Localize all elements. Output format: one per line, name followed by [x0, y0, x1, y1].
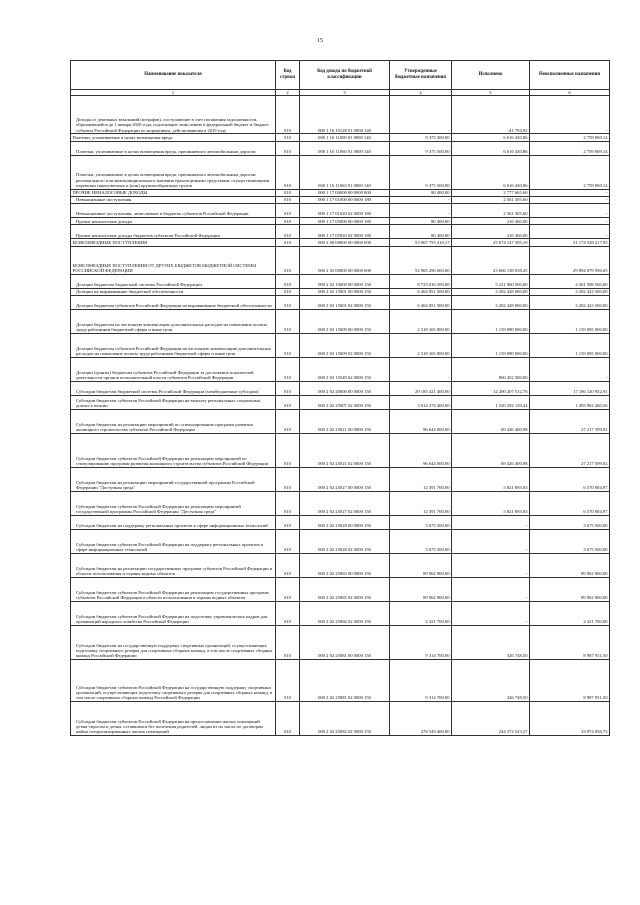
- cell-name: Дотации на выравнивание бюджетной обеспеченности: [71, 288, 276, 295]
- cell-unexecuted: 3 675 500,00: [530, 515, 610, 529]
- cell-executed: 244 574 543,27: [452, 701, 530, 735]
- cell-unexecuted: 31 174 528 217,95: [530, 239, 610, 246]
- cell-unexecuted: -: [530, 196, 610, 203]
- header-executed: Исполнено: [452, 61, 530, 90]
- cell-executed: 2 561 305,60: [452, 196, 530, 203]
- cell-unexecuted: 6 570 004,97: [530, 491, 610, 515]
- cell-line-code: 010: [276, 274, 300, 288]
- cell-unexecuted: 27 217 599,02: [530, 409, 610, 433]
- cell-approved: 9 375 500,00: [390, 155, 452, 189]
- cell-approved: 96 644 000,00: [390, 433, 452, 467]
- cell-line-code: 010: [276, 381, 300, 395]
- cell-name: Дотации бюджетам на частичную компенсацию дополнительных расходов на повышение оплаты труда работников бюджетной сферы и иные цели: [71, 309, 276, 333]
- table-row: [71, 409, 610, 433]
- cell-line-code: 010: [276, 155, 300, 189]
- cell-name: Платежи, уплачиваемые в целях возмещения вреда: [71, 134, 276, 141]
- cell-line-code: 010: [276, 467, 300, 491]
- cell-approved: -: [390, 357, 452, 381]
- table-row: [71, 288, 610, 295]
- table-row: [71, 189, 610, 196]
- table-row: [71, 467, 610, 491]
- cell-executed: 25 674 147 395,10: [452, 239, 530, 246]
- cell-approved: 2 318 165 000,00: [390, 333, 452, 357]
- table-row: [71, 225, 610, 239]
- cell-classification-code: 000 2 02 25027 00 0000 150: [300, 467, 390, 491]
- cell-name: Субсидии бюджетам субъектов Российской Федерации на государственную поддержку спортивных организаций, осуществляющих подготовку спортивного резерва для спортивных сборных команд, в том числе спортивных сборных команд Российской Федерации: [71, 659, 276, 701]
- cell-name: Невыясненные поступления, зачисляемые в бюджеты субъектов Российской Федерации: [71, 204, 276, 218]
- cell-approved: 96 644 000,00: [390, 409, 452, 433]
- cell-approved: 8 723 016 500,00: [390, 274, 452, 288]
- cell-classification-code: 000 2 02 15001 02 0000 150: [300, 295, 390, 309]
- cell-executed: 216 360,00: [452, 218, 530, 225]
- cell-approved: 9 375 500,00: [390, 134, 452, 141]
- cell-name: Субсидии бюджетам на поддержку региональных проектов в сфере информационных технологий: [71, 515, 276, 529]
- cell-classification-code: 000 2 02 15549 02 0000 150: [300, 357, 390, 381]
- cell-unexecuted: 3 202 423 500,00: [530, 288, 610, 295]
- cell-approved: 9 314 700,00: [390, 625, 452, 659]
- cell-executed: 326 748,50: [452, 625, 530, 659]
- table-row: [71, 529, 610, 553]
- column-number: 5: [452, 90, 530, 96]
- cell-executed: 5 221 960 500,00: [452, 274, 530, 288]
- cell-name: Дотации бюджетам субъектов Российской Федерации на выравнивание бюджетной обеспеченности: [71, 295, 276, 309]
- table-row: [71, 274, 610, 288]
- cell-approved: -: [390, 204, 452, 218]
- table-row: [71, 295, 610, 309]
- table-row: [71, 141, 610, 155]
- cell-approved: 52 965 296 600,00: [390, 246, 452, 274]
- cell-name: Субсидии бюджетам на реализацию мероприятий по стимулированию программ развития жилищного строительства субъектов Российской Федерации: [71, 409, 276, 433]
- cell-classification-code: 000 2 02 25066 02 0000 150: [300, 601, 390, 625]
- cell-executed: 69 426 400,98: [452, 409, 530, 433]
- cell-line-code: 010: [276, 333, 300, 357]
- cell-line-code: 010: [276, 409, 300, 433]
- cell-unexecuted: 2 759 069,14: [530, 134, 610, 141]
- cell-line-code: 010: [276, 218, 300, 225]
- cell-name: Субсидии бюджетам субъектов Российской Федерации на реализацию государственных программ субъектов Российской Федерации в области использования и охраны водных объектов: [71, 577, 276, 601]
- table-row: [71, 433, 610, 467]
- cell-name: Субсидии бюджетам субъектов Российской Федерации на реализацию мероприятий государственной программы Российской Федерации "Доступная среда": [71, 491, 276, 515]
- cell-executed: 5 821 695,03: [452, 491, 530, 515]
- cell-line-code: 010: [276, 625, 300, 659]
- cell-approved: 278 549 400,00: [390, 701, 452, 735]
- cell-unexecuted: 89 962 900,00: [530, 577, 610, 601]
- cell-line-code: 010: [276, 659, 300, 701]
- cell-line-code: 010: [276, 239, 300, 246]
- page-number: 15: [317, 38, 323, 44]
- cell-unexecuted: 27 217 599,02: [530, 433, 610, 467]
- cell-classification-code: 000 1 16 11060 01 0000 140: [300, 141, 390, 155]
- cell-name: Субсидии бюджетам субъектов Российской Федерации на предоставление жилых помещений детям-сиротам и детям, оставшимся без попечения родителей, лицам из их числа по договорам найма специализированных жилых помещений: [71, 701, 276, 735]
- cell-classification-code: 000 2 00 00000 00 0000 000: [300, 239, 390, 246]
- cell-line-code: 010: [276, 196, 300, 203]
- cell-executed: -41 794,92: [452, 96, 530, 134]
- cell-unexecuted: 29 894 079 596,65: [530, 246, 610, 274]
- cell-executed: 69 426 400,98: [452, 433, 530, 467]
- column-number: 4: [390, 90, 452, 96]
- table-row: [71, 333, 610, 357]
- cell-classification-code: 000 2 02 25021 02 0000 150: [300, 433, 390, 467]
- cell-unexecuted: -: [530, 96, 610, 134]
- table-row: [71, 309, 610, 333]
- cell-line-code: 010: [276, 204, 300, 218]
- cell-approved: 80 400,00: [390, 218, 452, 225]
- cell-approved: 2 318 165 000,00: [390, 309, 452, 333]
- cell-name: Субсидии бюджетам на государственную поддержку спортивных организаций, осуществляющих подготовку спортивного резерва для спортивных сборных команд, в том числе спортивных сборных команд Российской Федерации: [71, 625, 276, 659]
- cell-unexecuted: -: [530, 204, 610, 218]
- cell-approved: 3 675 500,00: [390, 529, 452, 553]
- cell-unexecuted: 2 759 069,14: [530, 155, 610, 189]
- cell-line-code: 010: [276, 295, 300, 309]
- cell-unexecuted: -: [530, 189, 610, 196]
- cell-classification-code: 000 2 02 25065 00 0000 150: [300, 553, 390, 577]
- table-row: [71, 659, 610, 701]
- cell-classification-code: 000 2 02 00000 00 0000 000: [300, 246, 390, 274]
- cell-approved: 9 314 700,00: [390, 659, 452, 701]
- table-row: [71, 625, 610, 659]
- cell-executed: -: [452, 529, 530, 553]
- cell-approved: 12 391 700,00: [390, 467, 452, 491]
- cell-executed: 23 606 138 038,45: [452, 246, 530, 274]
- header-code: Код дохода по бюджетной классификации: [300, 61, 390, 90]
- cell-line-code: 010: [276, 395, 300, 409]
- cell-approved: 2 321 700,00: [390, 601, 452, 625]
- cell-approved: 89 962 900,00: [390, 577, 452, 601]
- cell-executed: -: [452, 601, 530, 625]
- table-row: [71, 155, 610, 189]
- cell-classification-code: 000 1 17 00000 00 0000 000: [300, 189, 390, 196]
- cell-line-code: 010: [276, 515, 300, 529]
- cell-executed: 6 616 430,86: [452, 134, 530, 141]
- cell-executed: 326 748,50: [452, 659, 530, 701]
- header-name: Наименование показателя: [71, 61, 276, 90]
- cell-unexecuted: 3 675 500,00: [530, 529, 610, 553]
- cell-line-code: 010: [276, 309, 300, 333]
- cell-approved: 53 967 755 410,17: [390, 239, 452, 246]
- cell-executed: 216 360,00: [452, 225, 530, 239]
- revenue-table: [70, 60, 610, 736]
- cell-classification-code: 000 1 17 01000 00 0000 180: [300, 196, 390, 203]
- cell-name: Дотации (гранты) бюджетам субъектов Российской Федерации за достижение показателей деятельности органов исполнительной власти субъектов Российской Федерации: [71, 357, 276, 381]
- cell-unexecuted: -: [530, 225, 610, 239]
- cell-unexecuted: 33 974 856,73: [530, 701, 610, 735]
- cell-executed: 12 200 207 512,76: [452, 381, 530, 395]
- table-row: [71, 96, 610, 134]
- cell-unexecuted: 1 159 085 000,00: [530, 309, 610, 333]
- cell-classification-code: 000 2 02 20000 00 0000 150: [300, 381, 390, 395]
- header-unexecuted: Неисполненные назначения: [530, 61, 610, 90]
- table-header-row: [71, 61, 610, 90]
- cell-line-code: 010: [276, 529, 300, 553]
- cell-name: Субсидии бюджетам субъектов Российской Федерации на подготовку управленческих кадров для организаций народного хозяйства Российской Федерации: [71, 601, 276, 625]
- cell-classification-code: 000 1 16 11000 01 0000 140: [300, 134, 390, 141]
- cell-line-code: 010: [276, 491, 300, 515]
- cell-name: Дотации бюджетам субъектов Российской Федерации на частичную компенсацию дополнительных расходов на повышение оплаты труда работников бюджетной сферы и иные цели: [71, 333, 276, 357]
- cell-name: Платежи, уплачиваемые в целях возмещения вреда, причиняемого автомобильным дорогам: [71, 141, 276, 155]
- cell-name: Субсидии бюджетам субъектов Российской Федерации на выплату региональных социальных доплат к пенсии: [71, 395, 276, 409]
- cell-line-code: 010: [276, 225, 300, 239]
- cell-approved: 6 404 851 500,00: [390, 288, 452, 295]
- cell-executed: 1 520 292 139,44: [452, 395, 530, 409]
- column-number: 6: [530, 90, 610, 96]
- cell-executed: -: [452, 577, 530, 601]
- cell-executed: 3 202 428 000,00: [452, 288, 530, 295]
- cell-name: ПРОЧИЕ НЕНАЛОГОВЫЕ ДОХОДЫ: [71, 189, 276, 196]
- cell-line-code: 010: [276, 134, 300, 141]
- table-row: [71, 218, 610, 225]
- cell-classification-code: 000 1 16 10128 01 0000 140: [300, 96, 390, 134]
- cell-approved: 80 400,00: [390, 189, 452, 196]
- cell-name: БЕЗВОЗМЕЗДНЫЕ ПОСТУПЛЕНИЯ ОТ ДРУГИХ БЮДЖЕТОВ БЮДЖЕТНОЙ СИСТЕМЫ РОССИЙСКОЙ ФЕДЕРАЦИИ: [71, 246, 276, 274]
- cell-approved: -: [390, 196, 452, 203]
- table-row: [71, 381, 610, 395]
- cell-classification-code: 000 2 02 25065 02 0000 150: [300, 577, 390, 601]
- cell-unexecuted: 1 493 962 260,56: [530, 395, 610, 409]
- cell-executed: 3 202 428 000,00: [452, 295, 530, 309]
- cell-name: Платежи, уплачиваемые в целях возмещения вреда, причиняемого автомобильным дорогам регионального или межмуниципального значения транспортными средствами, осуществляющими перевозки тяжеловесных и (или) крупногабаритных грузов: [71, 155, 276, 189]
- cell-classification-code: 000 2 02 10000 00 0000 150: [300, 274, 390, 288]
- table-row: [71, 701, 610, 735]
- header-line: Код строки: [276, 61, 300, 90]
- cell-classification-code: 000 2 02 25081 00 0000 150: [300, 625, 390, 659]
- cell-unexecuted: -: [530, 218, 610, 225]
- cell-approved: -: [390, 96, 452, 134]
- cell-approved: 80 400,00: [390, 225, 452, 239]
- column-number: 3: [300, 90, 390, 96]
- table-row: [71, 134, 610, 141]
- cell-name: Субсидии бюджетам бюджетной системы Российской Федерации (межбюджетные субсидии): [71, 381, 276, 395]
- cell-line-code: 010: [276, 701, 300, 735]
- column-number: 1: [71, 90, 276, 96]
- table-row: [71, 357, 610, 381]
- cell-unexecuted: 6 570 004,97: [530, 467, 610, 491]
- cell-classification-code: 000 2 02 25082 02 0000 150: [300, 701, 390, 735]
- cell-approved: 9 375 500,00: [390, 141, 452, 155]
- cell-executed: 6 616 430,86: [452, 141, 530, 155]
- table-row: [71, 395, 610, 409]
- table-body: [71, 96, 610, 736]
- cell-executed: 6 616 430,86: [452, 155, 530, 189]
- cell-name: Прочие неналоговые доходы: [71, 218, 276, 225]
- cell-unexecuted: 17 186 120 952,91: [530, 381, 610, 395]
- cell-name: БЕЗВОЗМЕЗДНЫЕ ПОСТУПЛЕНИЯ: [71, 239, 276, 246]
- header-approved: Утвержденные бюджетные назначения: [390, 61, 452, 90]
- cell-approved: 3 014 274 400,00: [390, 395, 452, 409]
- cell-line-code: 010: [276, 601, 300, 625]
- table-row: [71, 491, 610, 515]
- cell-executed: 860 452 500,00: [452, 357, 530, 381]
- cell-unexecuted: 3 202 423 500,00: [530, 295, 610, 309]
- cell-executed: 2 561 305,60: [452, 204, 530, 218]
- cell-line-code: 010: [276, 357, 300, 381]
- cell-classification-code: 000 1 17 01020 02 0000 180: [300, 204, 390, 218]
- cell-approved: 6 404 851 500,00: [390, 295, 452, 309]
- cell-unexecuted: 8 987 951,50: [530, 625, 610, 659]
- cell-classification-code: 000 2 02 25027 02 0000 150: [300, 491, 390, 515]
- cell-approved: 89 962 900,00: [390, 553, 452, 577]
- cell-line-code: 010: [276, 433, 300, 467]
- table-row: [71, 196, 610, 203]
- cell-classification-code: 000 2 02 25028 02 0000 150: [300, 529, 390, 553]
- cell-classification-code: 000 2 02 15001 00 0000 150: [300, 288, 390, 295]
- cell-name: Прочие неналоговые доходы бюджетов субъектов Российской Федерации: [71, 225, 276, 239]
- cell-line-code: 010: [276, 189, 300, 196]
- cell-executed: -: [452, 515, 530, 529]
- cell-approved: 3 675 500,00: [390, 515, 452, 529]
- table-row: [71, 246, 610, 274]
- table-row: [71, 515, 610, 529]
- cell-line-code: 010: [276, 141, 300, 155]
- cell-classification-code: 000 1 17 05000 00 0000 180: [300, 218, 390, 225]
- cell-approved: 29 185 421 400,00: [390, 381, 452, 395]
- table-row: [71, 204, 610, 218]
- column-number: 2: [276, 90, 300, 96]
- cell-name: Субсидии бюджетам на реализацию мероприятий государственной программы Российской Федерации "Доступная среда": [71, 467, 276, 491]
- cell-name: Невыясненные поступления: [71, 196, 276, 203]
- cell-classification-code: 000 2 02 25028 00 0000 150: [300, 515, 390, 529]
- cell-name: Субсидии бюджетам на реализацию государственных программ субъектов Российской Федерации в области использования и охраны водных объектов: [71, 553, 276, 577]
- cell-classification-code: 000 1 16 11063 01 0000 140: [300, 155, 390, 189]
- table-row: [71, 601, 610, 625]
- cell-classification-code: 000 2 02 15009 00 0000 150: [300, 309, 390, 333]
- cell-classification-code: 000 2 02 25081 02 0000 150: [300, 659, 390, 701]
- cell-executed: 2 777 665,60: [452, 189, 530, 196]
- table-row: [71, 553, 610, 577]
- cell-classification-code: 000 2 02 25021 00 0000 150: [300, 409, 390, 433]
- cell-unexecuted: 1 159 085 000,00: [530, 333, 610, 357]
- cell-executed: -: [452, 553, 530, 577]
- cell-executed: 1 159 080 000,00: [452, 309, 530, 333]
- cell-name: Субсидии бюджетам субъектов Российской Федерации на поддержку региональных проектов в сфере информационных технологий: [71, 529, 276, 553]
- cell-unexecuted: 4 361 508 500,00: [530, 274, 610, 288]
- cell-classification-code: 000 2 02 15009 02 0000 150: [300, 333, 390, 357]
- cell-classification-code: 000 1 17 05020 02 0000 180: [300, 225, 390, 239]
- cell-unexecuted: -: [530, 357, 610, 381]
- cell-unexecuted: 2 321 700,00: [530, 601, 610, 625]
- cell-name: Доходы от денежных взысканий (штрафов), поступающие в счет погашения задолженности, образовавшейся до 1 января 2020 года, подлежащие зачислению в федеральный бюджет и бюджет субъекта Российской Федерации по нормативам, действовавшим в 2019 году: [71, 96, 276, 134]
- cell-name: Дотации бюджетам бюджетной системы Российской Федерации: [71, 274, 276, 288]
- cell-executed: 5 821 695,03: [452, 467, 530, 491]
- cell-executed: 1 159 080 000,00: [452, 333, 530, 357]
- cell-approved: 12 391 700,00: [390, 491, 452, 515]
- cell-line-code: 010: [276, 96, 300, 134]
- cell-line-code: 010: [276, 553, 300, 577]
- table-row: [71, 239, 610, 246]
- cell-classification-code: 000 2 02 25007 02 0000 150: [300, 395, 390, 409]
- cell-name: Субсидии бюджетам субъектов Российской Федерации на реализацию мероприятий по стимулированию программ развития жилищного строительства субъектов Российской Федерации: [71, 433, 276, 467]
- cell-line-code: 010: [276, 246, 300, 274]
- cell-unexecuted: 89 962 900,00: [530, 553, 610, 577]
- cell-unexecuted: 2 759 069,14: [530, 141, 610, 155]
- cell-line-code: 010: [276, 288, 300, 295]
- table-row: [71, 577, 610, 601]
- cell-line-code: 010: [276, 577, 300, 601]
- cell-unexecuted: 8 987 951,50: [530, 659, 610, 701]
